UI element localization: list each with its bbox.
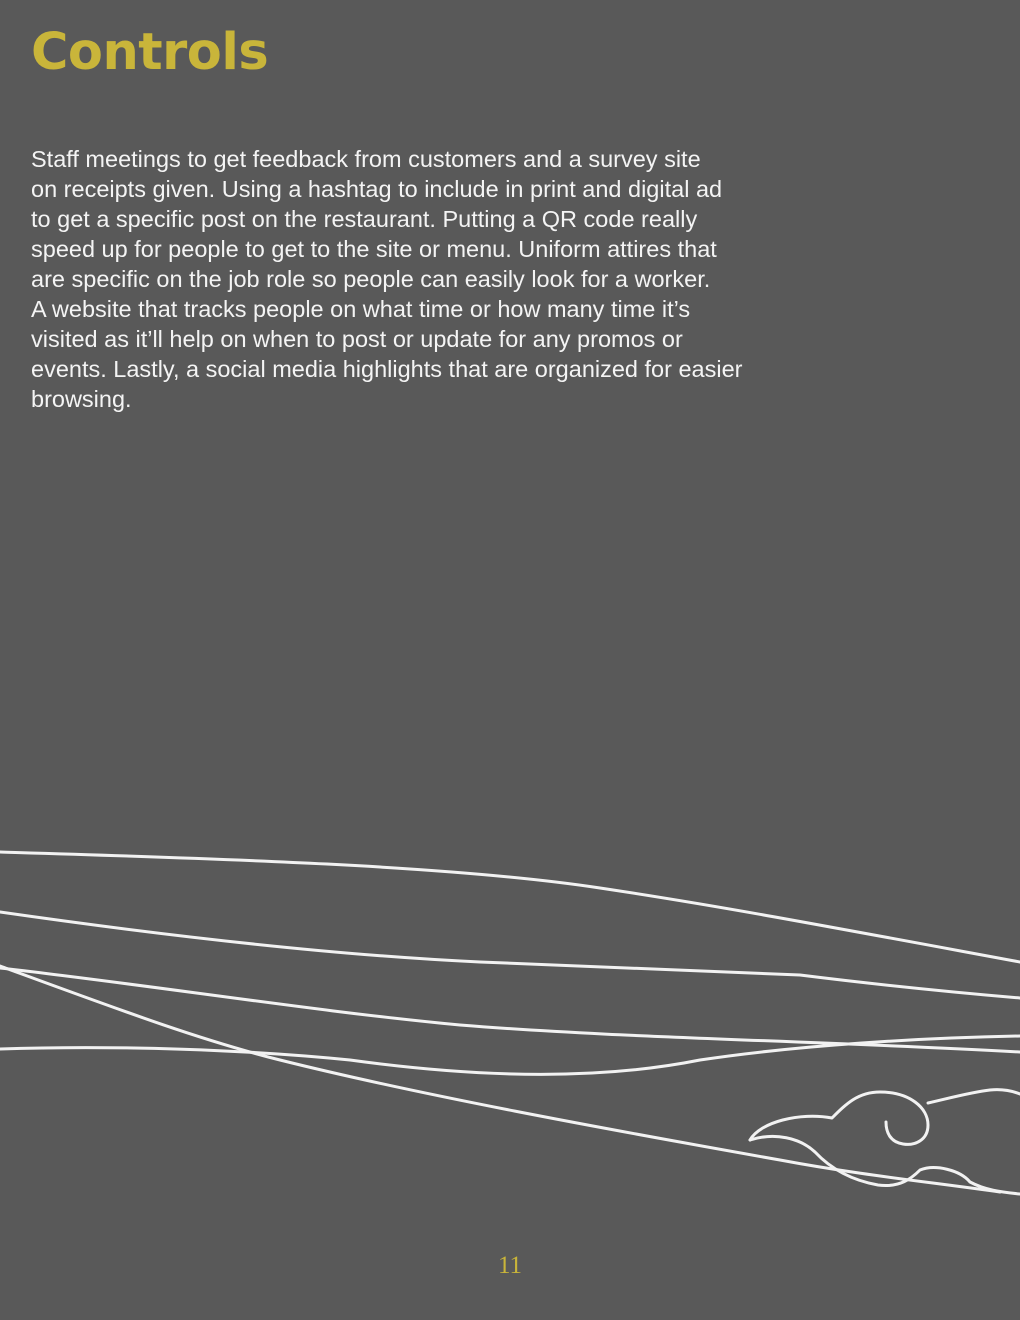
wind-line-3 [0, 968, 1020, 1052]
swirl-lower [750, 1136, 1020, 1194]
wind-line-5 [0, 966, 1000, 1192]
wind-line-2 [0, 912, 1020, 998]
page-number: 11 [497, 1252, 523, 1279]
page-title: Controls [31, 23, 269, 82]
wind-line-1 [0, 852, 1020, 962]
swirl-tail [928, 1090, 1020, 1103]
wind-swirl-line-art-icon [0, 820, 1020, 1220]
body-paragraph: Staff meetings to get feedback from customers and a survey site on receipts given. Using a hashtag to include in print and digital ad to get a specific post on the restaurant. Putting a QR code really speed up for people to get to the site or menu. Uniform attires that are specific on the job role so people can easily look for a worker. A website that tracks people on what time or how many time it’s visited as it’ll help on when to post or update for any promos or events. Lastly, a social media highlights that are organized for easier browsing. [31, 146, 743, 412]
wind-line-4 [0, 1036, 1020, 1074]
